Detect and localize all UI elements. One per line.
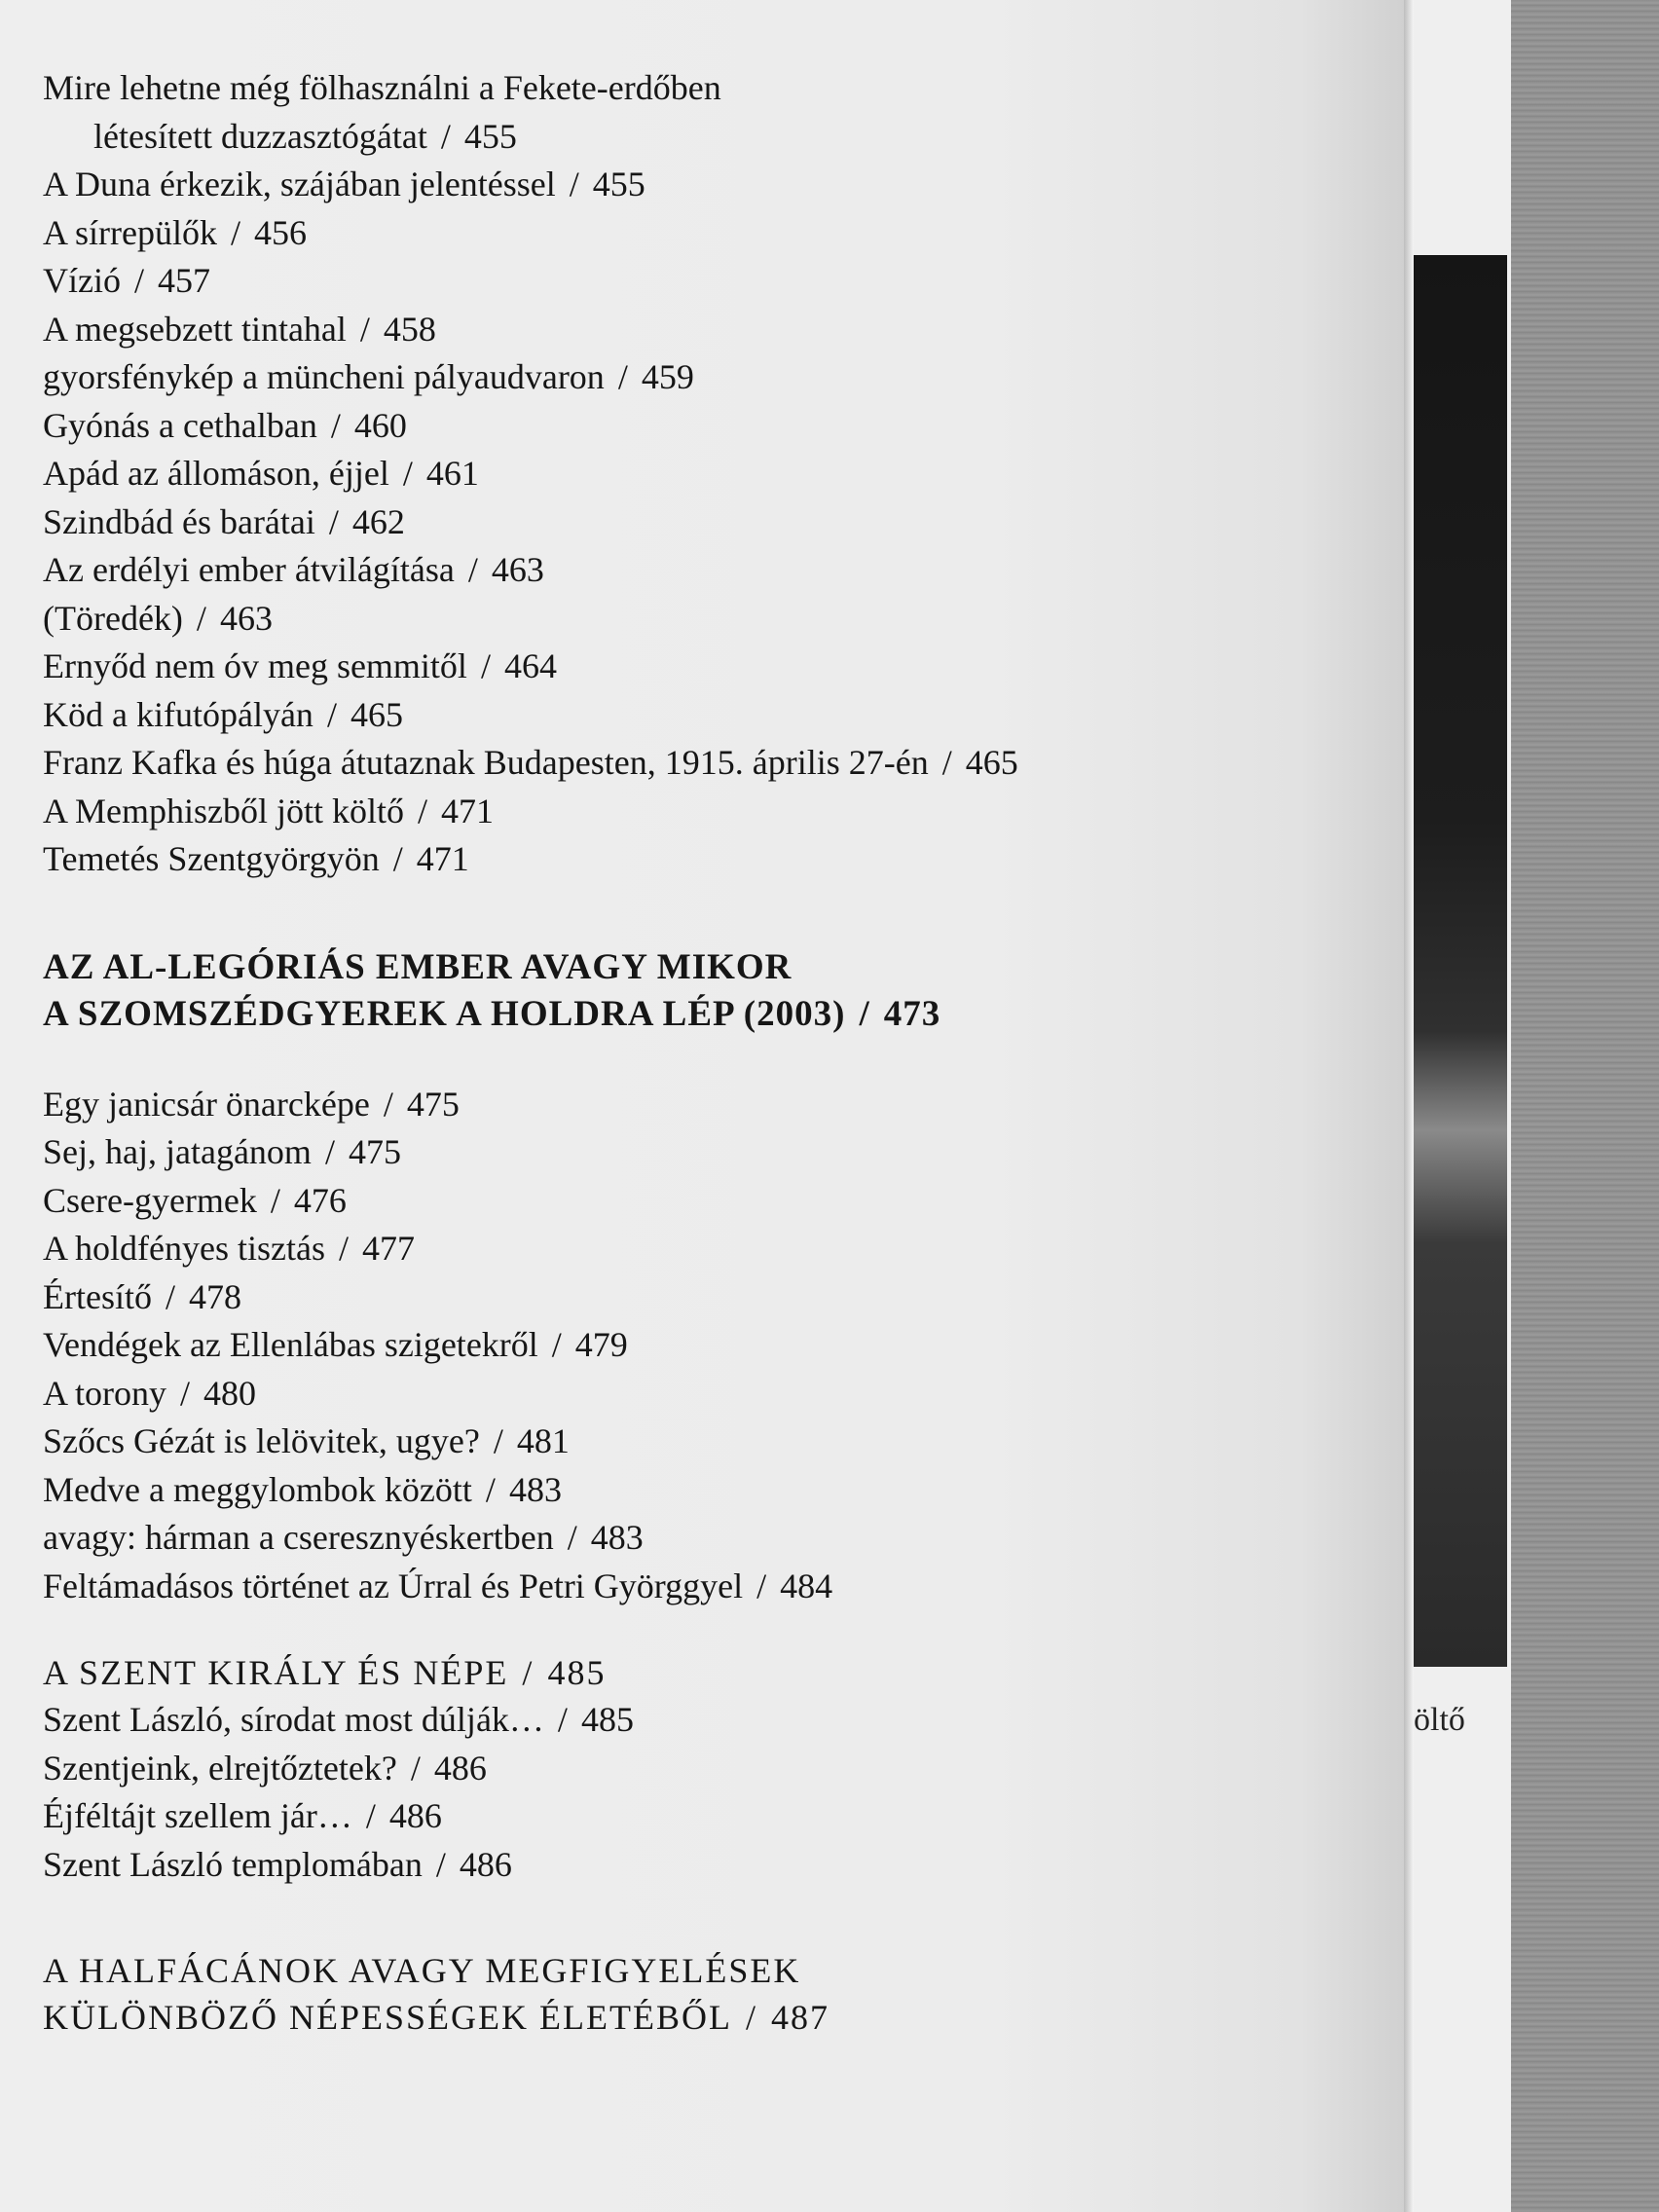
toc-separator: / [418,791,428,830]
toc-separator: / [480,646,491,685]
toc-entry-title: Szentjeink, elrejtőztetek? [43,1748,397,1788]
toc-entries-section-2 [43,1696,1094,1889]
toc-entry [43,1081,1094,1129]
toc-entry-page: 458 [383,309,436,349]
toc-entry-title: Szőcs Gézát is lelövitek, ugye? [43,1421,480,1460]
toc-separator: / [270,1180,280,1220]
toc-separator: / [569,165,579,203]
toc-entry-title: Feltámadásos történet az Úrral és Petri Györggyel [43,1566,744,1605]
toc-entry [43,1128,1094,1177]
toc-entry-title: Szindbád és barátai [43,501,315,541]
toc-entry [43,835,1094,884]
toc-separator: / [485,1469,496,1509]
toc-entry-title: Apád az állomáson, éjjel [43,454,389,493]
toc-entry-title: Értesítő [43,1276,152,1316]
toc-entry-title: Csere-gyermek [43,1180,257,1220]
toc-separator: / [133,261,144,300]
toc-entry [43,1514,1094,1563]
toc-entry-title: létesített duzzasztógátat [93,116,427,156]
section-heading-line-1: A HALFÁCÁNOK AVAGY MEGFIGYELÉSEK [43,1951,801,1990]
toc-separator: / [410,1748,421,1788]
toc-entry-page: 486 [459,1844,512,1884]
toc-entry [43,113,1094,162]
toc-entry-page: 471 [441,791,495,830]
toc-separator: / [365,1796,376,1835]
toc-entry-page: 455 [592,165,645,203]
toc-entry-page: 479 [574,1325,628,1364]
toc-separator: / [196,598,206,638]
toc-separator: / [435,1844,446,1884]
toc-entry-title: Vízió [43,261,121,300]
toc-entry [43,739,1094,788]
toc-separator: / [941,743,952,782]
toc-entry-page: 463 [491,550,544,589]
toc-entry [43,1321,1094,1370]
toc-entry-title: Sej, haj, jatagánom [43,1132,312,1171]
toc-entry-title: gyorsfénykép a müncheni pályaudvaron [43,357,605,396]
toc-separator: / [330,405,341,445]
toc-entry [43,161,1094,209]
toc-entry-page: 459 [641,357,694,396]
table-of-contents [43,64,1094,2041]
toc-entry-title: Szent László templomában [43,1844,423,1884]
toc-separator: / [567,1518,577,1557]
toc-entry [43,450,1094,498]
toc-separator: / [383,1084,393,1124]
toc-entry-page: 484 [780,1566,833,1605]
toc-entry-page: 483 [590,1518,644,1557]
toc-separator: / [165,1276,175,1316]
toc-separator: / [359,309,370,349]
toc-entry-title: A megsebzett tintahal [43,309,347,349]
toc-entry [43,1370,1094,1419]
toc-entry-title: Franz Kafka és húga átutaznak Budapesten, 1915. április 27-én [43,743,929,782]
toc-separator: / [557,1700,568,1739]
toc-entries-section-1 [43,1081,1094,1611]
toc-entry-title: Vendégek az Ellenlábas szigetekről [43,1325,538,1364]
toc-entry-title: A sírrepülők [43,212,217,252]
toc-entry [43,1225,1094,1273]
section-heading-halfacanok [43,1947,1094,2041]
toc-separator: / [328,501,339,541]
toc-entry-title: A Memphiszből jött költő [43,791,405,830]
toc-entry-page: 456 [254,212,307,252]
toc-entry [43,1418,1094,1466]
toc-separator: / [493,1421,503,1460]
toc-separator: / [756,1566,767,1605]
section-heading-line-2: A SZOMSZÉDGYEREK A HOLDRA LÉP (2003) / 473 [43,993,941,1034]
section-heading-szent-kiraly: A SZENT KIRÁLY ÉS NÉPE / 485 [43,1653,607,1692]
toc-separator: / [338,1229,349,1268]
section-heading-line-1: AZ AL-LEGÓRIÁS EMBER AVAGY MIKOR [43,946,793,987]
toc-separator: / [326,694,337,734]
toc-entry-page: 462 [351,501,405,541]
toc-separator: / [467,550,478,589]
toc-entry-title: (Töredék) [43,598,183,638]
toc-entry-title: Egy janicsár önarcképe [43,1084,370,1124]
toc-entry-title: A Duna érkezik, szájában jelentéssel [43,165,556,203]
toc-separator: / [402,454,413,493]
toc-entry-title: A holdfényes tisztás [43,1229,325,1268]
toc-entry [43,1745,1094,1793]
toc-entry [43,64,1094,113]
toc-entry-page: 475 [348,1132,401,1171]
toc-entry-page: 480 [203,1373,257,1413]
toc-entry-page: 465 [965,743,1018,782]
toc-entry-title: Szent László, sírodat most dúlják… [43,1700,544,1739]
toc-entry [43,691,1094,740]
toc-entry-page: 483 [508,1469,562,1509]
page-edge-shadow [1404,0,1414,2212]
section-heading-page: 485 [547,1653,607,1692]
toc-entry-title: Medve a meggylombok között [43,1469,472,1509]
toc-entry-page: 476 [293,1180,347,1220]
toc-separator: / [180,1373,191,1413]
toc-entry-title: Mire lehetne még fölhasználni a Fekete-erdőben [43,68,721,107]
toc-entry-title: Köd a kifutópályán [43,694,313,734]
show-through-text [1139,92,1392,420]
toc-entry [43,1563,1094,1611]
toc-entry-page: 486 [433,1748,487,1788]
toc-entry-page: 464 [503,646,557,685]
toc-entry [43,1466,1094,1515]
toc-entry-page: 463 [219,598,273,638]
toc-entry-page: 457 [158,261,210,300]
section-heading-allegorias [43,944,1094,1038]
toc-entry [43,546,1094,595]
toc-separator: / [440,116,451,156]
toc-entry [43,1177,1094,1226]
toc-entry [43,643,1094,691]
underlying-caption-fragment: öltő [1414,1702,1465,1738]
toc-separator: / [617,357,628,396]
toc-entry-title: avagy: hárman a cseresznyéskertben [43,1518,554,1557]
toc-entry-page: 486 [388,1796,442,1835]
toc-entry-page: 478 [189,1276,241,1316]
toc-entry-title: Gyónás a cethalban [43,405,317,445]
toc-entry [43,1696,1094,1745]
toc-entry [43,306,1094,354]
toc-entry-page: 461 [425,454,479,493]
toc-entry [43,788,1094,836]
toc-entry-page: 485 [580,1700,634,1739]
toc-entry [43,1792,1094,1841]
toc-entry-title: Ernyőd nem óv meg semmitől [43,646,467,685]
toc-entry-page: 481 [516,1421,570,1460]
toc-entry [43,1841,1094,1890]
section-heading-page: 473 [883,993,941,1034]
toc-entry [43,498,1094,547]
toc-entry [43,209,1094,258]
toc-entry [43,353,1094,402]
toc-entry [43,1273,1094,1322]
toc-entry-page: 477 [361,1229,415,1268]
toc-separator: / [392,839,403,878]
toc-entries-top [43,64,1094,884]
underlying-photo [1414,255,1507,1667]
toc-entry-page: 460 [353,405,407,445]
toc-entry [43,402,1094,451]
toc-entry-page: 475 [406,1084,460,1124]
toc-separator: / [324,1132,335,1171]
toc-separator: / [230,212,240,252]
toc-separator: / [551,1325,562,1364]
section-heading-page: 487 [770,1998,830,2037]
toc-entry [43,595,1094,644]
toc-entry-page: 455 [463,116,517,156]
toc-entry-title: Az erdélyi ember átvilágítása [43,550,455,589]
toc-entry [43,257,1094,306]
section-heading-line-2: KÜLÖNBÖZŐ NÉPESSÉGEK ÉLETÉBŐL / 487 [43,1998,830,2037]
book-cover-edge [1511,0,1659,2212]
toc-entry-title: Temetés Szentgyörgyön [43,839,380,878]
toc-entry-page: 471 [416,839,469,878]
toc-entry-title: Éjféltájt szellem jár… [43,1796,352,1835]
toc-entry-title: A torony [43,1373,167,1413]
toc-entry-page: 465 [350,694,403,734]
